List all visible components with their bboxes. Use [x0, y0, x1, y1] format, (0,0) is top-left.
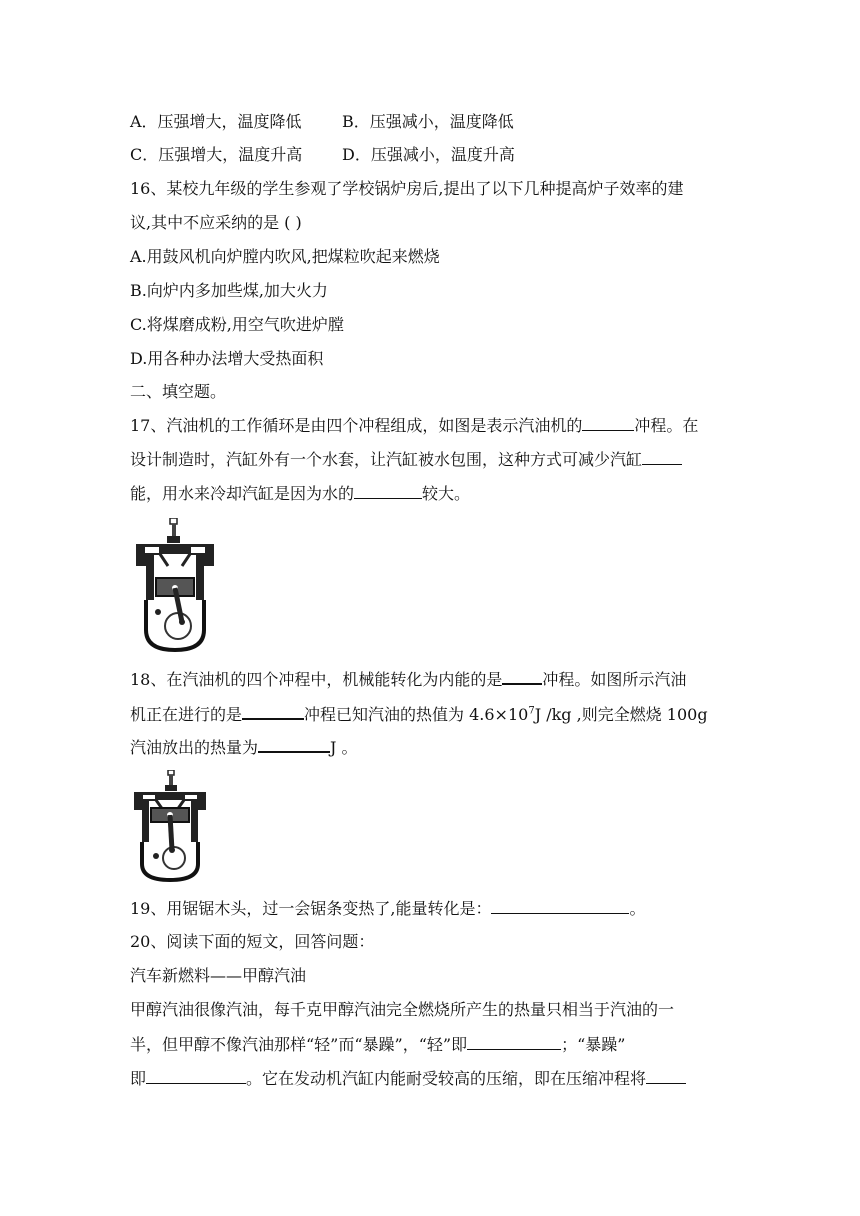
q18-exponent: 7 [528, 705, 535, 717]
q15-option-a: A．压强增大，温度降低 [130, 112, 302, 131]
q20-passage-line-3 [130, 1068, 740, 1089]
q19-blank[interactable] [491, 898, 629, 914]
q17-line-3 [130, 483, 740, 504]
q19-text-b: 。 [629, 899, 646, 918]
q18-text-3a: 汽油放出的热量为 [130, 738, 259, 757]
q16-stem-line-1: 16、某校九年级的学生参观了学校锅炉房后,提出了以下几种提高炉子效率的建 [130, 179, 684, 198]
q17-line-1 [130, 415, 740, 436]
q18-line-1 [130, 668, 740, 690]
q18-text-2b: 冲程已知汽油的热值为 4.6×10 [304, 705, 529, 724]
q18-blank-3[interactable] [258, 736, 330, 753]
q18-blank-1[interactable] [502, 668, 542, 685]
q17-blank-2[interactable] [642, 449, 682, 465]
q20-blank-3[interactable] [646, 1068, 686, 1084]
q18-line-2 [130, 703, 740, 725]
q16-option-a: A.用鼓风机向炉膛内吹风,把煤粒吹起来燃烧 [130, 247, 440, 266]
engine-cylinder-diagram-q17 [130, 518, 222, 652]
q17-text-1b: 冲程。在 [634, 416, 699, 435]
q16-stem-line-2: 议,其中不应采纳的是 ( ) [130, 213, 302, 232]
q17-text-2: 设计制造时，汽缸外有一个水套，让汽缸被水包围，这种方式可减少汽缸 [130, 450, 643, 469]
q15-option-b: B．压强减小，温度降低 [342, 112, 514, 131]
q20-stem: 20、阅读下面的短文，回答问题： [130, 932, 375, 951]
q15-option-d: D．压强减小，温度升高 [342, 145, 515, 164]
q15-option-c: C．压强增大，温度升高 [130, 145, 303, 164]
q20-passage-line-2 [130, 1034, 740, 1055]
q20-blank-1[interactable] [467, 1034, 561, 1050]
q17-text-3a: 能，用水来冷却汽缸是因为水的 [130, 484, 355, 503]
section-heading-fill-in: 二、填空题。 [130, 382, 227, 401]
q20-text-2b: ；“暴躁” [561, 1035, 626, 1054]
q19-line [130, 898, 740, 919]
q18-text-2a: 机正在进行的是 [130, 705, 243, 724]
q20-text-2a: 半，但甲醇不像汽油那样“轻”而“暴躁”，“轻”即 [130, 1035, 468, 1054]
q18-text-1a: 18、在汽油机的四个冲程中，机械能转化为内能的是 [130, 670, 503, 689]
q18-blank-2[interactable] [242, 703, 304, 720]
q18-text-2c: J /kg ,则完全燃烧 100g [534, 705, 708, 724]
q16-option-d: D.用各种办法增大受热面积 [130, 349, 324, 368]
q20-text-3a: 即 [130, 1069, 147, 1088]
q20-passage-line-1: 甲醇汽油很像汽油，每千克甲醇汽油完全燃烧所产生的热量只相当于汽油的一 [130, 1000, 675, 1019]
q20-text-3b: 。它在发动机汽缸内能耐受较高的压缩，即在压缩冲程将 [246, 1069, 647, 1088]
q16-option-c: C.将煤磨成粉,用空气吹进炉膛 [130, 315, 344, 334]
engine-cylinder-diagram-q18 [130, 770, 210, 882]
q17-text-3b: 较大。 [422, 484, 471, 503]
q18-line-3 [130, 736, 740, 758]
q20-passage-title: 汽车新燃料——甲醇汽油 [130, 966, 307, 985]
q16-option-b: B.向炉内多加些煤,加大火力 [130, 281, 328, 300]
q20-blank-2[interactable] [146, 1068, 246, 1084]
q19-text-a: 19、用锯锯木头，过一会锯条变热了,能量转化是： [130, 899, 492, 918]
q17-line-2 [130, 449, 740, 470]
q15-options-row-2 [130, 145, 740, 165]
q17-blank-1[interactable] [582, 415, 634, 431]
q15-options-row-1 [130, 112, 740, 132]
q18-text-1b: 冲程。如图所示汽油 [542, 670, 687, 689]
q18-text-3b: J 。 [330, 738, 358, 757]
q17-blank-3[interactable] [354, 483, 422, 499]
q17-text-1a: 17、汽油机的工作循环是由四个冲程组成，如图是表示汽油机的 [130, 416, 583, 435]
